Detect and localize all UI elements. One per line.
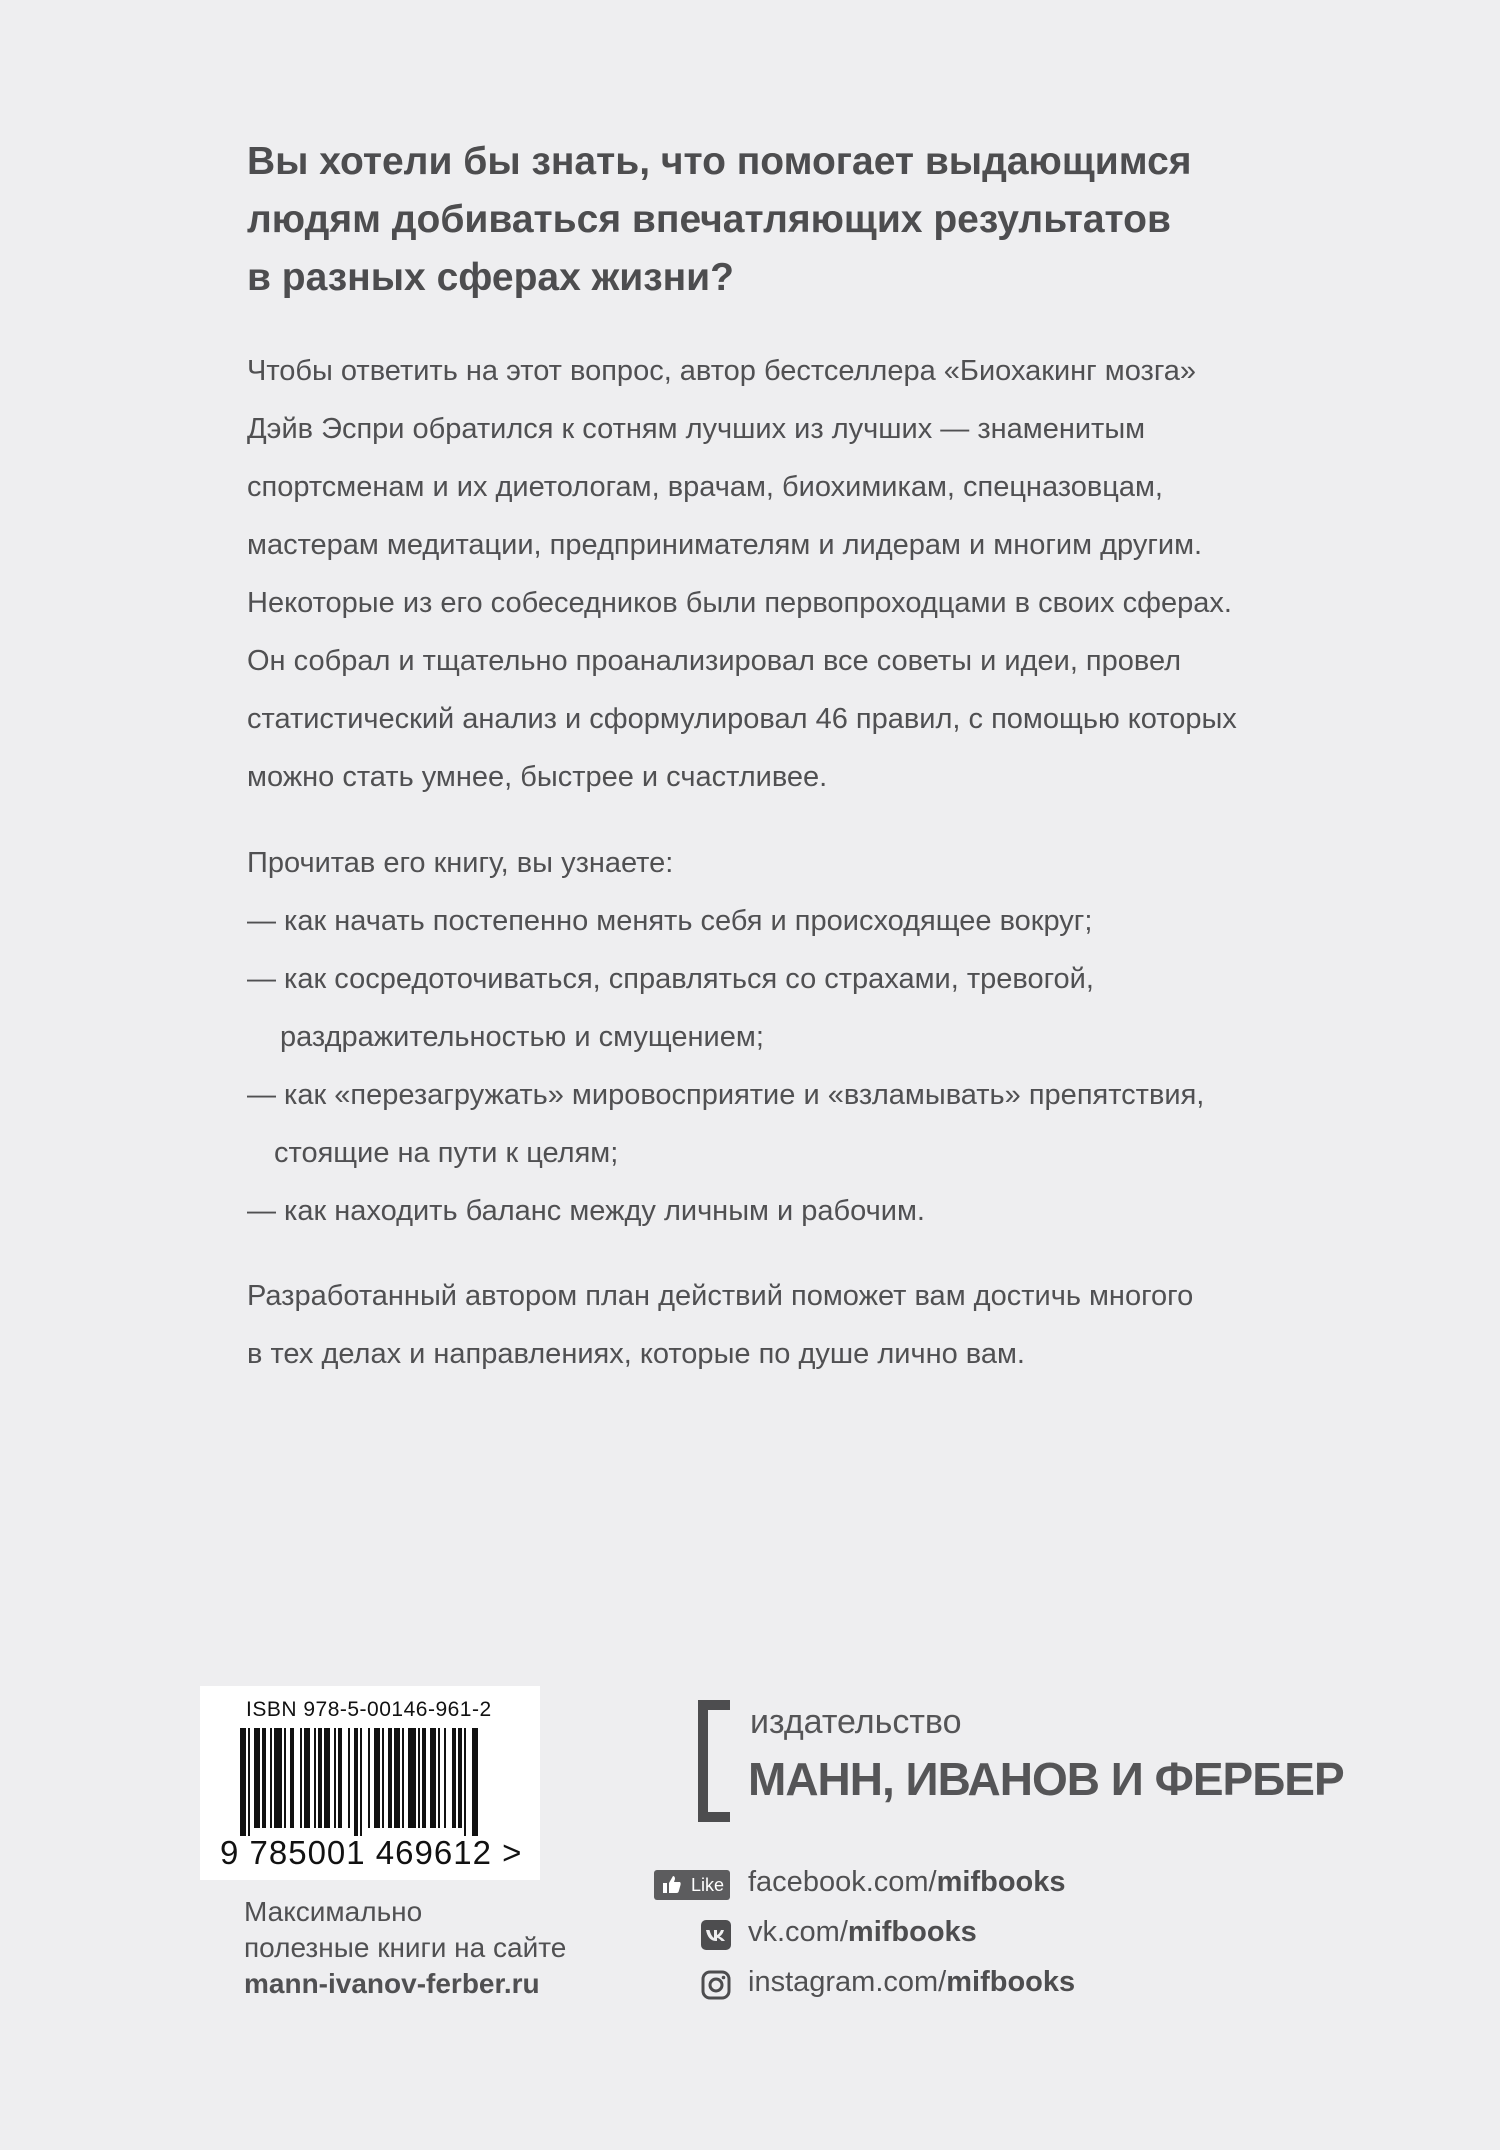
list-item-continuation: стоящие на пути к целям; xyxy=(274,1137,619,1169)
instagram-icon xyxy=(701,1970,731,2000)
barcode-bar xyxy=(304,1728,310,1828)
vk-icon xyxy=(701,1920,731,1950)
barcode-bar xyxy=(240,1728,246,1836)
vk-link[interactable]: vk.com/mifbooks xyxy=(748,1916,977,1948)
heading-line: Вы хотели бы знать, что помогает выдающимся xyxy=(247,140,1192,183)
barcode-bar xyxy=(318,1728,322,1828)
barcode-bar xyxy=(408,1728,416,1828)
heading-line: людям добиваться впечатляющих результатов xyxy=(247,198,1171,241)
barcode-bar xyxy=(274,1728,282,1828)
website-promo xyxy=(244,1894,566,2002)
barcode-bar xyxy=(444,1728,446,1828)
publisher-label: издательство xyxy=(750,1703,962,1741)
barcode-bar xyxy=(300,1728,302,1828)
like-label: Like xyxy=(690,1875,724,1895)
instagram-link[interactable]: instagram.com/mifbooks xyxy=(748,1966,1076,1998)
text-line: Разработанный автором план действий поможет вам достичь многого xyxy=(247,1280,1194,1312)
website-url[interactable]: mann-ivanov-ferber.ru xyxy=(244,1968,540,1999)
barcode-bar xyxy=(452,1728,456,1828)
barcode-bar xyxy=(402,1728,404,1828)
barcode-bar xyxy=(472,1728,478,1836)
barcode-bar xyxy=(438,1728,440,1828)
back-cover-heading xyxy=(247,133,1347,307)
text-line: можно стать умнее, быстрее и счастливее. xyxy=(247,761,828,793)
text-line: Некоторые из его собеседников были первопроходцами в своих сферах. xyxy=(247,587,1232,619)
facebook-link[interactable]: facebook.com/mifbooks xyxy=(748,1866,1066,1898)
text-line: мастерам медитации, предпринимателям и лидерам и многим другим. xyxy=(247,529,1203,561)
text-line: Чтобы ответить на этот вопрос, автор бестселлера «Биохакинг мозга» xyxy=(247,355,1197,387)
barcode-bar xyxy=(290,1728,294,1828)
list-item: — как начать постепенно менять себя и происходящее вокруг; xyxy=(247,905,1093,937)
heading-line: в разных сферах жизни? xyxy=(247,256,734,299)
barcode-bar xyxy=(430,1728,436,1828)
barcode-bar xyxy=(254,1728,260,1828)
list-item: — как сосредоточиваться, справляться со страхами, тревогой, xyxy=(247,963,1094,995)
publisher-bracket-logo xyxy=(698,1700,730,1822)
publisher-name: МАНН, ИВАНОВ И ФЕРБЕР xyxy=(748,1753,1344,1805)
barcode-bar xyxy=(374,1728,380,1828)
barcode-bar xyxy=(354,1728,358,1836)
barcode-bar xyxy=(458,1728,462,1828)
barcode-bar xyxy=(422,1728,426,1828)
facebook-like-icon xyxy=(654,1870,730,1900)
barcode-bars xyxy=(240,1728,510,1836)
isbn-label: ISBN 978-5-00146-961-2 xyxy=(246,1698,492,1721)
text-line: Он собрал и тщательно проанализировал все советы и идеи, провел xyxy=(247,645,1182,677)
barcode-bar xyxy=(388,1728,392,1828)
barcode-bar xyxy=(348,1728,350,1828)
barcode-bar xyxy=(382,1728,384,1828)
promo-line: полезные книги на сайте xyxy=(244,1932,567,1963)
barcode-bar xyxy=(418,1728,420,1828)
barcode-bar xyxy=(368,1728,370,1828)
benefits-list xyxy=(247,834,1367,1240)
barcode-bar xyxy=(464,1728,466,1836)
intro-paragraph xyxy=(247,342,1367,806)
text-line: Дэйв Эспри обратился к сотням лучших из лучших — знаменитым xyxy=(247,413,1146,445)
list-item-continuation: раздражительностью и смущением; xyxy=(280,1021,764,1053)
list-intro: Прочитав его книгу, вы узнаете: xyxy=(247,847,674,879)
text-line: статистический анализ и сформулировал 46 правил, с помощью которых xyxy=(247,703,1237,735)
barcode-bar xyxy=(262,1728,266,1828)
barcode-bar xyxy=(314,1728,316,1828)
text-line: в тех делах и направлениях, которые по душе лично вам. xyxy=(247,1338,1025,1370)
text-line: спортсменам и их диетологам, врачам, биохимикам, спецназовцам, xyxy=(247,471,1163,503)
barcode-bar xyxy=(324,1728,330,1828)
list-item: — как находить баланс между личным и рабочим. xyxy=(247,1195,925,1227)
outro-paragraph xyxy=(247,1267,1367,1383)
barcode-bar xyxy=(360,1728,362,1836)
barcode-bar xyxy=(270,1728,272,1828)
barcode-digits: 9 785001 469612 > xyxy=(220,1834,523,1871)
barcode-bar xyxy=(394,1728,400,1828)
isbn-barcode xyxy=(200,1686,540,1880)
barcode-bar xyxy=(284,1728,286,1828)
barcode-bar xyxy=(338,1728,342,1828)
barcode-bar xyxy=(334,1728,336,1828)
barcode-bar xyxy=(248,1728,250,1836)
thumbs-up-icon xyxy=(662,1875,682,1895)
promo-line: Максимально xyxy=(244,1896,423,1927)
list-item: — как «перезагружать» мировосприятие и «взламывать» препятствия, xyxy=(247,1079,1205,1111)
